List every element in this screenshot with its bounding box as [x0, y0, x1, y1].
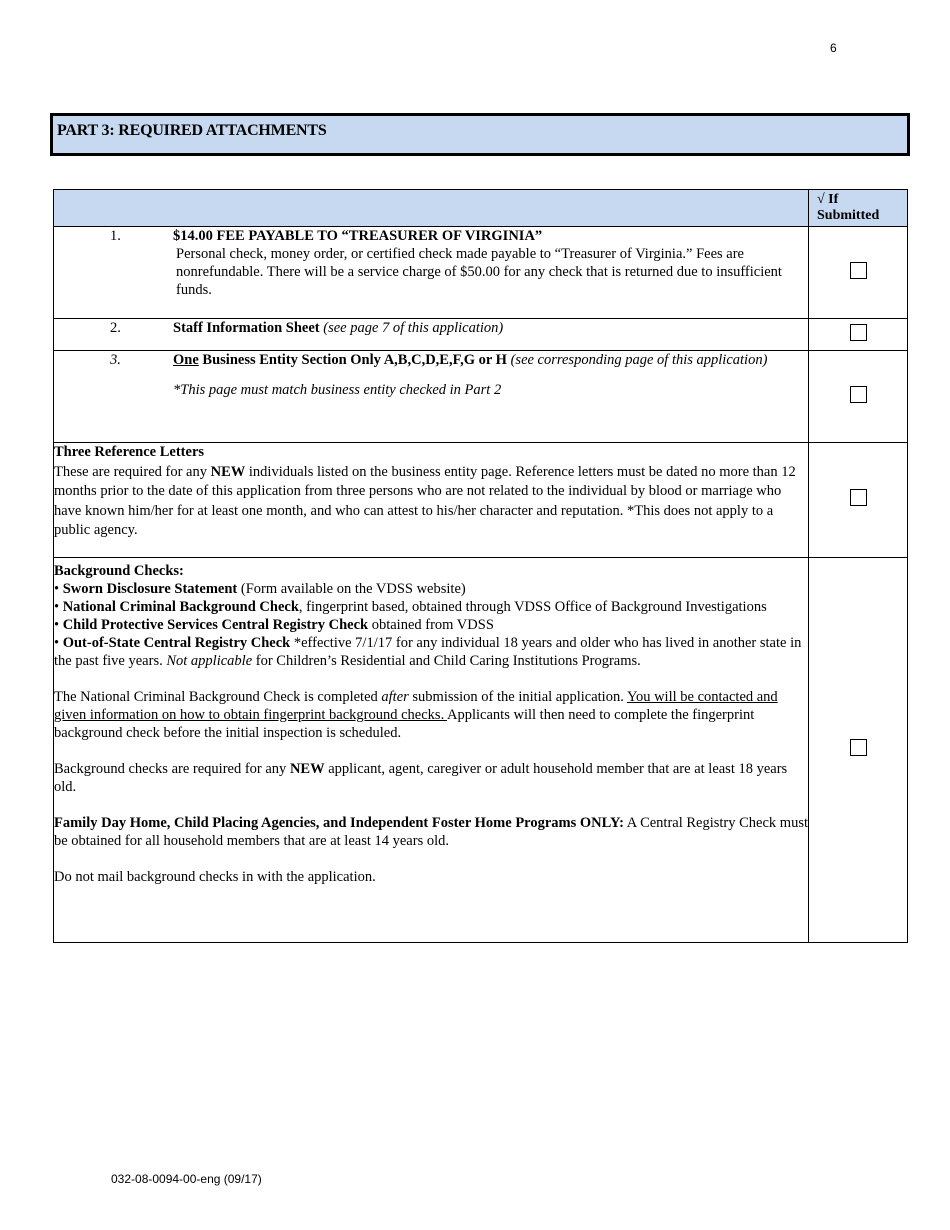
staff-sheet-cell: [54, 319, 809, 351]
header-blank-cell: [54, 190, 809, 227]
check-header-line1: √ If: [817, 192, 839, 207]
business-entity-note2: *This page must match business entity checked in Part 2: [173, 382, 502, 398]
check-header-line2: Submitted: [817, 208, 880, 223]
business-entity-checkbox[interactable]: [850, 386, 867, 403]
table-row-business-entity: [54, 351, 908, 443]
fee-checkbox[interactable]: [850, 262, 867, 279]
references-cell: [54, 443, 809, 558]
references-checkbox[interactable]: [850, 489, 867, 506]
bullet-out-of-state: • Out-of-State Central Registry Check *effective 7/1/17 for any individual 18 years and older who has lived in another state in the past five years. Not applicable for Children’s Residential and Child Caring Institutions Programs.: [54, 635, 802, 669]
background-checks-checkbox[interactable]: [850, 739, 867, 756]
staff-sheet-check-cell: [809, 319, 908, 351]
fee-check-cell: [809, 227, 908, 319]
fee-cell: [54, 227, 809, 319]
background-para-required: Background checks are required for any NEW applicant, agent, caregiver or adult household member that are at least 18 years old.: [54, 761, 788, 795]
bullet-national-criminal: • National Criminal Background Check, fingerprint based, obtained through VDSS Office of Background Investigations: [54, 599, 767, 615]
references-title: Three Reference Letters: [54, 444, 205, 460]
background-para-family-day-home: Family Day Home, Child Placing Agencies, and Independent Foster Home Programs ONLY: A Central Registry Check must be obtained for all household members that are at least 14 years old.: [54, 815, 809, 849]
staff-sheet-title: Staff Information Sheet: [173, 320, 320, 336]
if-submitted-header: [809, 190, 908, 227]
item-number: 1.: [110, 228, 121, 244]
bullet-cps-registry: • Child Protective Services Central Registry Check obtained from VDSS: [54, 617, 494, 633]
item-number: 2.: [110, 320, 121, 336]
attachments-table: [53, 189, 908, 943]
page-number: 6: [830, 41, 837, 55]
staff-sheet-checkbox[interactable]: [850, 324, 867, 341]
table-header-row: [54, 190, 908, 227]
table-row-fee: [54, 227, 908, 319]
background-checks-check-cell: [809, 558, 908, 943]
staff-sheet-note: (see page 7 of this application): [323, 320, 504, 336]
bullet-sworn-disclosure: • Sworn Disclosure Statement (Form available on the VDSS website): [54, 581, 466, 597]
background-checks-title: Background Checks:: [54, 563, 184, 579]
background-checks-cell: [54, 558, 809, 943]
business-entity-title: Business Entity Section Only A,B,C,D,E,F,G or H: [198, 352, 507, 368]
one-label: One: [173, 352, 199, 368]
fee-text: Personal check, money order, or certified check made payable to “Treasurer of Virginia.” Fees are nonrefundable. There will be a service charge of $50.00 for any check that is returned due to insufficient funds.: [176, 246, 782, 298]
fee-title: $14.00 FEE PAYABLE TO “TREASURER OF VIRGINIA”: [173, 228, 543, 244]
table-row-references: [54, 443, 908, 558]
part-header: [50, 113, 910, 156]
part-title: PART 3: REQUIRED ATTACHMENTS: [57, 122, 327, 139]
form-code-footer: 032-08-0094-00-eng (09/17): [111, 1172, 262, 1186]
business-entity-cell: [54, 351, 809, 443]
table-row-background-checks: [54, 558, 908, 943]
table-row-staff-sheet: [54, 319, 908, 351]
business-entity-note: (see corresponding page of this application): [510, 352, 768, 368]
business-entity-check-cell: [809, 351, 908, 443]
references-check-cell: [809, 443, 908, 558]
background-para-national: The National Criminal Background Check is completed after submission of the initial application. You will be contacted and given information on how to obtain fingerprint background checks. Applicants will then need to complete the fingerprint background check before the initial inspection is scheduled.: [54, 689, 778, 741]
references-text: These are required for any NEW individuals listed on the business entity page. Reference letters must be dated no more than 12 months prior to the date of this application from three persons who are not related to the individual by blood or marriage who have known him/her for at least one month, and who can attest to his/her character and reputation. *This does not apply to a public agency.: [54, 463, 796, 538]
item-number: 3.: [110, 352, 121, 368]
background-para-do-not-mail: Do not mail background checks in with the application.: [54, 869, 376, 885]
